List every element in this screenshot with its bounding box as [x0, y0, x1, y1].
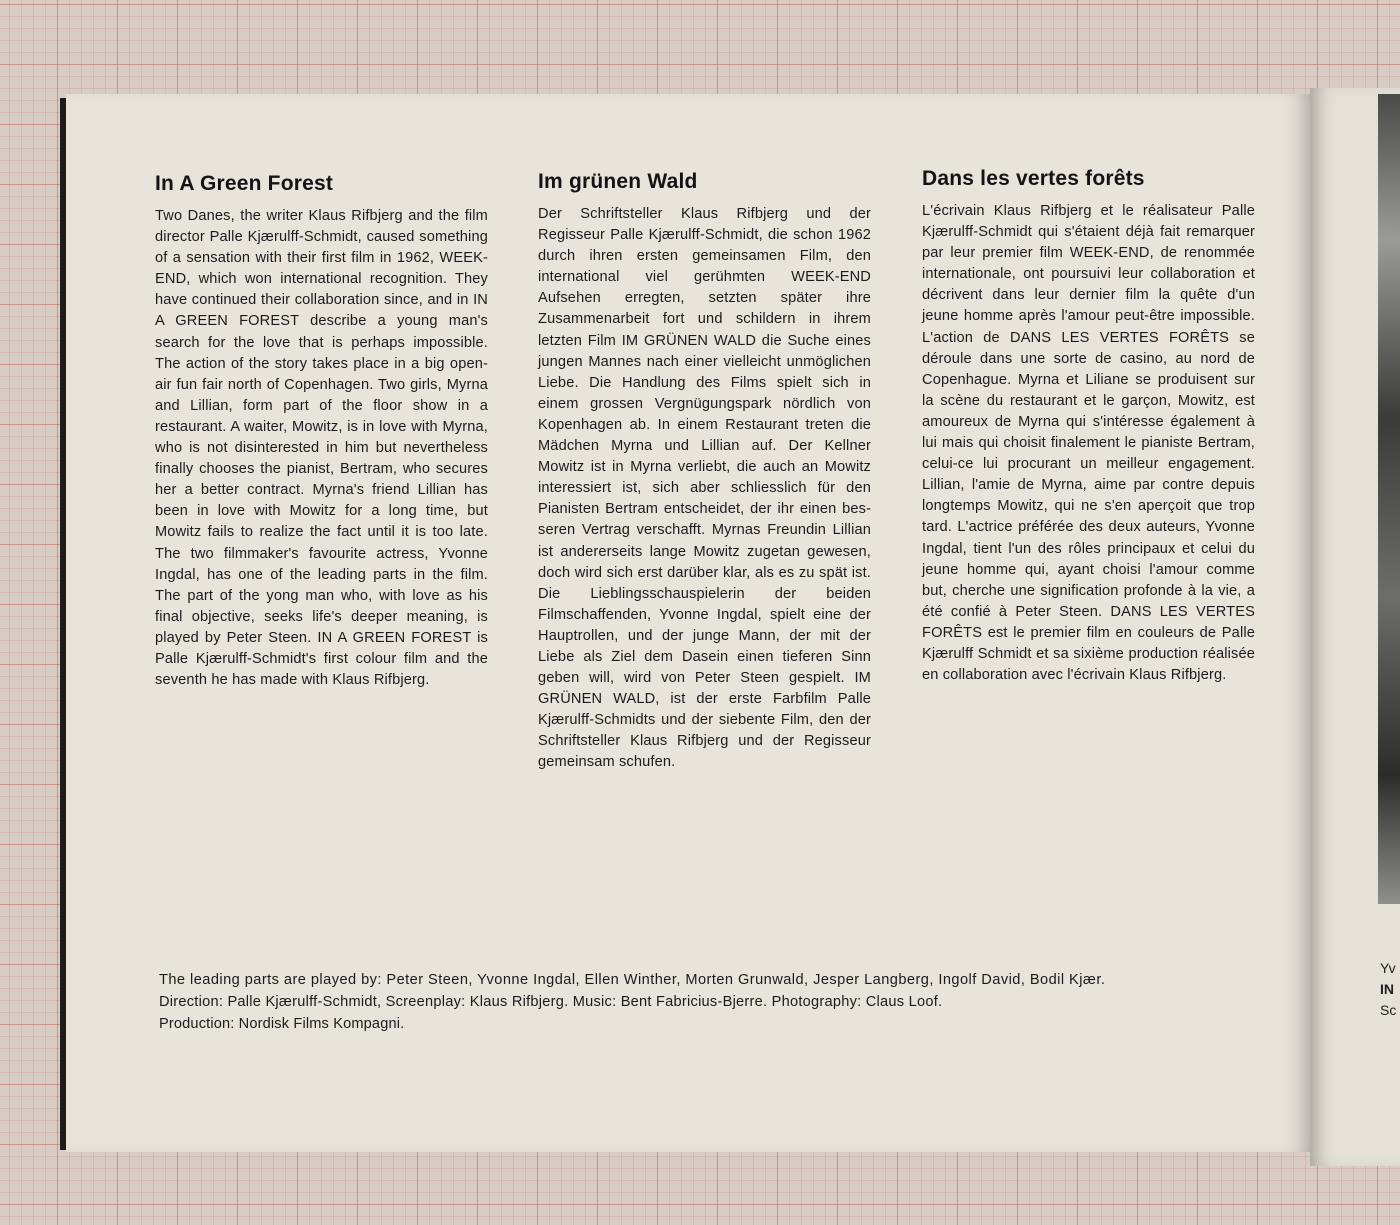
french-text: L'écrivain Klaus Rifbjerg et le réalisateur Palle Kjærulff-Schmidt qui s'étaient déjà fait remarquer par leur premier film WEEK-END, de renommée internationale, ont poursuivi leur collaboration et décrivent dans leur dernier film la quête d'un jeune homme après l'amour peut-être impossible. L'action de DANS LES VERTES FORÊTS se déroule dans une sorte de casino, au nord de Copenhague. Myrna et Liliane se produisent sur la scène du restaurant et le garçon, Mowitz, est amoureux de Myrna qui s'intéresse également à lui mais qui choisit finalement le pianiste Bertram, celui-ce lui procurant un meilleur engagement. Lillian, l'amie de Myrna, aime par contre depuis longtemps Mowitz, qui ne s'en aperçoit que trop tard. L'actrice préférée des deux auteurs, Yvonne Ingdal, tient l'un des rôles principaux et celui du jeune homme qui, ayant choisi l'amour comme but, cherche une signification profonde à la vie, a été confié à Peter Steen. DANS LES VERTES FORÊTS est le premier film en couleurs de Palle Kjærulff Schmidt et sa sixième production réalisée en collaboration avec l'écrivain Klaus Rifbjerg.	[922, 203, 1255, 684]
photo-caption-fragment	[1380, 958, 1396, 1021]
film-still-photo	[1378, 94, 1400, 904]
english-column	[155, 172, 488, 691]
caption-line-2: IN	[1380, 981, 1394, 997]
caption-line-1: Yv	[1380, 960, 1396, 976]
french-title: Dans les vertes forêts	[922, 167, 1145, 190]
german-text: Der Schriftsteller Klaus Rifbjerg und der Regisseur Palle Kjærulff-Schmidt, die schon 1962 durch ihren ersten gemeinsamen Film, den international viel gerühmten WEEK-END Aufsehen erregten, setzten später ihre Zusammenarbeit fort und schildern in ihrem letzten Film IM GRÜNEN WALD die Suche eines jungen Mannes nach einer vielleicht unmöglichen Liebe. Die Handlung des Films spielt sich in einem grossen Vergnügungspark nördlich von Kopenhagen ab. In einem Restaurant treten die Mädchen Myrna und Lillian auf. Der Kellner Mowitz ist in Myrna verliebt, die auch an Mowitz interessiert ist, sich aber schliesslich für den Pianisten Bertram entscheidet, der ihr einen besseren Vertrag verschafft. Myrnas Freundin Lillian ist andererseits lange Mowitz zugetan gewesen, doch wird sich erst darüber klar, als es zu spät ist. Die Lieblingsschauspielerin der beiden Filmschaffenden, Yvonne Ingdal, spielt eine der Hauptrollen, und der junge Mann, der mit der Liebe als Ziel dem Dasein einen tieferen Sinn geben will, wird von Peter Steen gespielt. IM GRÜNEN WALD, ist der erste Farbfilm Palle Kjærulff-Schmidts und der siebente Film, den der Schriftsteller Klaus Rifbjerg und der Regisseur gemeinsam schufen.	[538, 206, 871, 771]
credits-crew: Direction: Palle Kjærulff-Schmidt, Screenplay: Klaus Rifbjerg. Music: Bent Fabricius-Bjerre. Photography: Claus Loof.	[159, 994, 943, 1010]
english-title: In A Green Forest	[155, 172, 334, 195]
credits-cast: The leading parts are played by: Peter Steen, Yvonne Ingdal, Ellen Winther, Morten Grunwald, Jesper Langberg, Ingolf David, Bodil Kjær.	[159, 972, 1106, 988]
german-column	[538, 170, 871, 774]
caption-line-3: Sc	[1380, 1002, 1397, 1018]
french-column	[922, 167, 1255, 686]
english-text: Two Danes, the writer Klaus Rifbjerg and the film director Palle Kjærulff-Schmidt, caused something of a sensation with their first film in 1962, WEEK-END, which won international recognition. They have continued their collaboration since, and in IN A GREEN FOREST describe a young man's search for the love that is perhaps impossible. The action of the story takes place in a big open-air fun fair north of Copenhagen. Two girls, Myrna and Lillian, form part of the floor show in a restaurant. A waiter, Mowitz, is in love with Myrna, who is not disinterested in him but nevertheless finally chooses the pianist, Bertram, who secures her a better contract. Myrna's friend Lillian has been in love with Mowitz for a long time, but Mowitz fails to realize the fact until it is too late. The two filmmaker's favourite actress, Yvonne Ingdal, has one of the leading parts in the film. The part of the yong man who, with love as his final objective, seeks life's deeper meaning, is played by Peter Steen. IN A GREEN FOREST is Palle Kjærulff-Schmidt's first colour film and the seventh he has made with Klaus Rifbjerg.	[155, 208, 488, 689]
credits-production: Production: Nordisk Films Kompagni.	[159, 1016, 405, 1032]
german-title: Im grünen Wald	[538, 170, 698, 193]
film-credits	[159, 969, 1269, 1035]
